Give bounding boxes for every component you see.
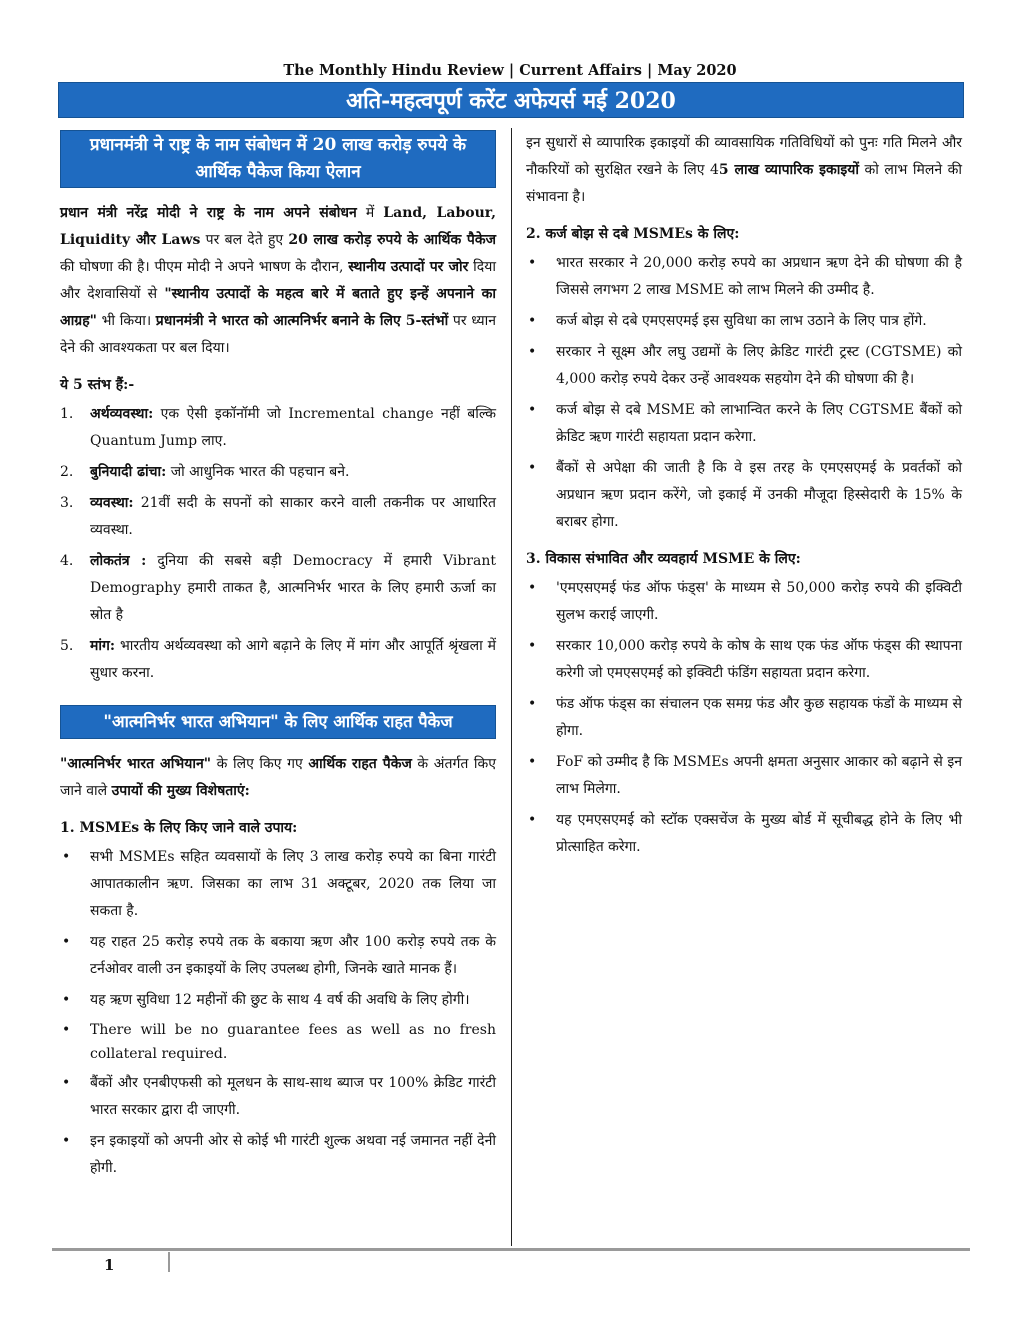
stressed-msme-bullets <box>526 250 962 536</box>
viable-msme-bullets <box>526 575 962 861</box>
list-item: • यह राहत 25 करोड़ रुपये तक के बकाया ऋण और 100 करोड़ रुपये तक के टर्नओवर वाली उन इकाइयों के लिए उपलब्ध होगी, जिनके खाते मानक हैं। <box>62 934 496 977</box>
intro-paragraph: प्रधान मंत्री नरेंद्र मोदी ने राष्ट्र के नाम अपने संबोधन में Land, Labour, Liquidity और Laws पर बल देते हुए 20 लाख करोड़ रुपये के आर्थिक पैकेज की घोषणा की है। पीएम मोदी ने अपने भाषण के दौरान, स्थानीय उत्पादों पर जोर दिया और देशवासियों से "स्थानीय उत्पादों के महत्व बारे में बताते हुए इन्हें अपनाने का आग्रह" भी किया। प्रधानमंत्री ने भारत को आत्मनिर्भर बनाने के लिए 5-स्तंभों पर ध्यान देने की आवश्यकता पर बल दिया। <box>60 205 497 356</box>
atmanirbhar-intro: "आत्मनिर्भर भारत अभियान" के लिए किए गए आर्थिक राहत पैकेज के अंतर्गत किए जाने वाले उपायों की मुख्य विशेषताएं: <box>60 756 497 799</box>
list-item: • यह एमएसएमई को स्टॉक एक्सचेंज के मुख्य बोर्ड में सूचीबद्ध होने के लिए भी प्रोत्साहित करेगा. <box>528 812 962 855</box>
heading-stressed-msme: 2. कर्ज बोझ से दबे MSMEs के लिए: <box>526 226 740 242</box>
footer-divider <box>168 1252 170 1272</box>
list-item: 5. मांग: भारतीय अर्थव्यवस्था को आगे बढ़ाने के लिए में मांग और आपूर्ति श्रृंखला में सुधार करना. <box>60 638 496 681</box>
list-item: • There will be no guarantee fees as well as no fresh collateral required. <box>62 1022 496 1062</box>
column-separator <box>511 128 512 1246</box>
list-item: • 'एमएसएमई फंड ऑफ फंड्स' के माध्यम से 50,000 करोड़ रुपये की इक्विटी सुलभ कराई जाएगी. <box>528 580 962 623</box>
list-item: • बैंकों और एनबीएफसी को मूलधन के साथ-साथ ब्याज पर 100% क्रेडिट गारंटी भारत सरकार द्वारा दी जाएगी. <box>62 1075 496 1118</box>
list-item: 3. व्यवस्था: 21वीं सदी के सपनों को साकार करने वाली तकनीक पर आधारित व्यवस्था. <box>60 495 496 538</box>
list-item: • कर्ज बोझ से दबे एमएसएमई इस सुविधा का लाभ उठाने के लिए पात्र होंगे. <box>528 313 927 329</box>
section-title-atmanirbhar: "आत्मनिर्भर भारत अभियान" के लिए आर्थिक राहत पैकेज <box>60 705 496 739</box>
running-header: The Monthly Hindu Review | Current Affairs | May 2020 <box>283 62 737 79</box>
list-item: • यह ऋण सुविधा 12 महीनों की छुट के साथ 4 वर्ष की अवधि के लिए होगी। <box>62 992 470 1008</box>
page-banner: अति-महत्वपूर्ण करेंट अफेयर्स मई 2020 <box>58 82 964 118</box>
list-item: 2. बुनियादी ढांचा: जो आधुनिक भारत की पहचान बने. <box>60 464 350 480</box>
list-item: • फंड ऑफ फंड्स का संचालन एक समग्र फंड और कुछ सहायक फंडों के माध्यम से होगा. <box>528 696 962 739</box>
list-item: • सरकार ने सूक्ष्म और लघु उद्यमों के लिए क्रेडिट गारंटी ट्रस्ट (CGTSME) को 4,000 करोड़ रुपये देकर उन्हें आवश्यक सहयोग देने की घोषणा की है। <box>528 344 962 387</box>
list-item: 4. लोकतंत्र : दुनिया की सबसे बड़ी Democracy में हमारी Vibrant Demography हमारी ताकत है, आत्मनिर्भर भारत के लिए हमारी ऊर्जा का स्रोत है <box>60 553 496 623</box>
pillars-list <box>60 401 496 687</box>
page-number: 1 <box>104 1256 115 1274</box>
list-item: • कर्ज बोझ से दबे MSME को लाभान्वित करने के लिए CGTSME बैंकों को क्रेडिट ऋण गारंटी सहायता प्रदान करेगा. <box>528 402 962 445</box>
list-item: 1. अर्थव्यवस्था: एक ऐसी इकॉनॉमी जो Incremental change नहीं बल्कि Quantum Jump लाए. <box>60 406 496 449</box>
msme-heading: 1. MSMEs के लिए किए जाने वाले उपाय: <box>60 820 298 836</box>
list-item: • इन इकाइयों को अपनी ओर से कोई भी गारंटी शुल्क अथवा नई जमानत नहीं देनी होगी. <box>62 1133 496 1176</box>
right-column <box>526 130 962 865</box>
continuation-paragraph: इन सुधारों से व्यापारिक इकाइयों की व्यावसायिक गतिविधियों को पुनः गति मिलने और नौकरियों को सुरक्षित रखने के लिए 45 लाख व्यापारिक इकाइयों को लाभ मिलने की संभावना है। <box>526 135 962 205</box>
left-column <box>60 130 496 1186</box>
list-item: • भारत सरकार ने 20,000 करोड़ रुपये का अप्रधान ऋण देने की घोषणा की है जिससे लगभग 2 लाख MSME को लाभ मिलने की उम्मीद है. <box>528 255 962 298</box>
heading-viable-msme: 3. विकास संभावित और व्यवहार्य MSME के लिए: <box>526 551 801 567</box>
footer-rule <box>52 1248 970 1251</box>
msme-bullets <box>60 844 496 1182</box>
list-item: • सरकार 10,000 करोड़ रुपये के कोष के साथ एक फंड ऑफ फंड्स की स्थापना करेगी जो एमएसएमई को इक्विटी फंडिंग सहायता प्रदान करेगा. <box>528 638 962 681</box>
pillars-heading: ये 5 स्तंभ हैं:- <box>60 377 135 393</box>
list-item: • बैंकों से अपेक्षा की जाती है कि वे इस तरह के एमएसएमई के प्रवर्तकों को अप्रधान ऋण प्रदान करेंगे, जो इकाई में उनकी मौजूदा हिस्सेदारी के 15% के बराबर होगा. <box>528 460 962 530</box>
list-item: • सभी MSMEs सहित व्यवसायों के लिए 3 लाख करोड़ रुपये का बिना गारंटी आपातकालीन ऋण. जिसका का लाभ 31 अक्टूबर, 2020 तक लिया जा सकता है. <box>62 849 496 919</box>
list-item: • FoF को उम्मीद है कि MSMEs अपनी क्षमता अनुसार आकार को बढ़ाने से इन लाभ मिलेगा. <box>528 754 962 797</box>
section-title-package: प्रधानमंत्री ने राष्ट्र के नाम संबोधन में 20 लाख करोड़ रुपये के आर्थिक पैकेज किया ऐलान <box>60 130 496 188</box>
